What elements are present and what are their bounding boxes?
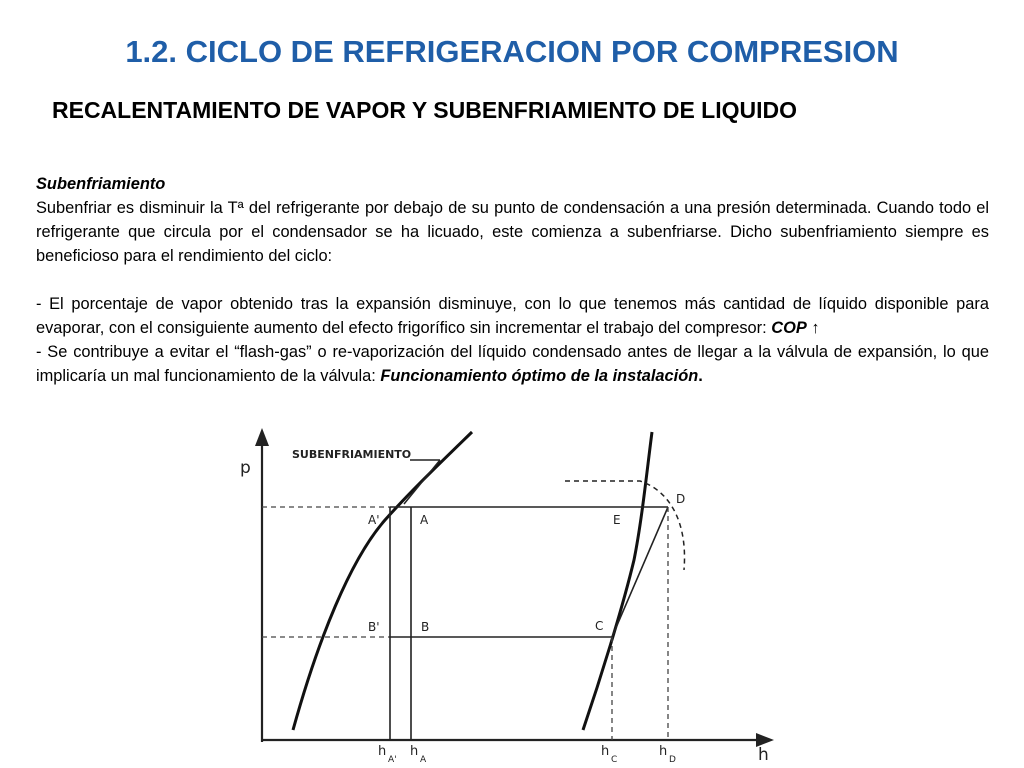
- tick-h-d: [659, 744, 676, 765]
- svg-text:h: h: [410, 744, 419, 759]
- y-axis-label: p: [240, 458, 251, 478]
- y-axis-arrow-icon: [255, 428, 269, 446]
- svg-text:A': A': [388, 755, 397, 765]
- callout-pointer: [404, 460, 440, 504]
- page-title: 1.2. CICLO DE REFRIGERACION POR COMPRESION: [125, 34, 899, 69]
- point-a-prime-label: A': [368, 513, 380, 527]
- subcooling-callout: SUBENFRIAMIENTO: [292, 448, 412, 461]
- saturated-liquid-curve: [293, 432, 472, 730]
- cop-up-arrow-icon: ↑: [811, 319, 820, 337]
- svg-text:A: A: [420, 755, 427, 765]
- saturated-vapor-curve: [583, 432, 652, 730]
- point-b-label: B: [421, 620, 430, 634]
- bullet2-end: .: [698, 367, 703, 385]
- point-d-label: D: [676, 492, 686, 506]
- optimal-operation-label: Funcionamiento óptimo de la instalación: [380, 367, 699, 385]
- tick-h-a: [410, 744, 427, 765]
- cop-label: COP: [771, 319, 807, 337]
- vapor-dome-dashed: [565, 481, 685, 570]
- point-e-label: E: [613, 513, 621, 527]
- svg-text:h: h: [378, 744, 387, 759]
- page-subtitle: RECALENTAMIENTO DE VAPOR Y SUBENFRIAMIENTO DE LIQUIDO: [52, 97, 798, 123]
- bullet1-text: - El porcentaje de vapor obtenido tras la expansión disminuye, con lo que tenemos más cantidad de líquido disponible para evaporar, con el consiguiente aumento del efecto frigorífico sin incrementar el trabajo del compresor:: [36, 295, 989, 337]
- section-heading: Subenfriamiento: [36, 175, 166, 193]
- x-axis-label: h: [758, 745, 769, 765]
- point-b-prime-label: B': [368, 620, 380, 634]
- point-a-label: A: [420, 513, 429, 527]
- svg-text:D: D: [669, 755, 676, 765]
- tick-h-c: [601, 744, 617, 765]
- paragraph-definition: Subenfriar es disminuir la Tª del refrigerante por debajo de su punto de condensación a una presión determinada. Cuando todo el refrigerante que circula por el condensador se ha licuado, este comienza a subenfriarse. Dicho subenfriamiento siempre es beneficioso para el rendimiento del ciclo:: [36, 199, 989, 265]
- tick-h-a-prime: [378, 744, 397, 765]
- svg-text:h: h: [601, 744, 610, 759]
- point-c-label: C: [595, 619, 604, 633]
- svg-text:h: h: [659, 744, 668, 759]
- svg-text:C: C: [611, 755, 618, 765]
- bullet2-text: - Se contribuye a evitar el “flash-gas” o re-vaporización del líquido condensado antes de llegar a la válvula de expansión, lo que implicaría un mal funcionamiento de la válvula:: [36, 343, 989, 385]
